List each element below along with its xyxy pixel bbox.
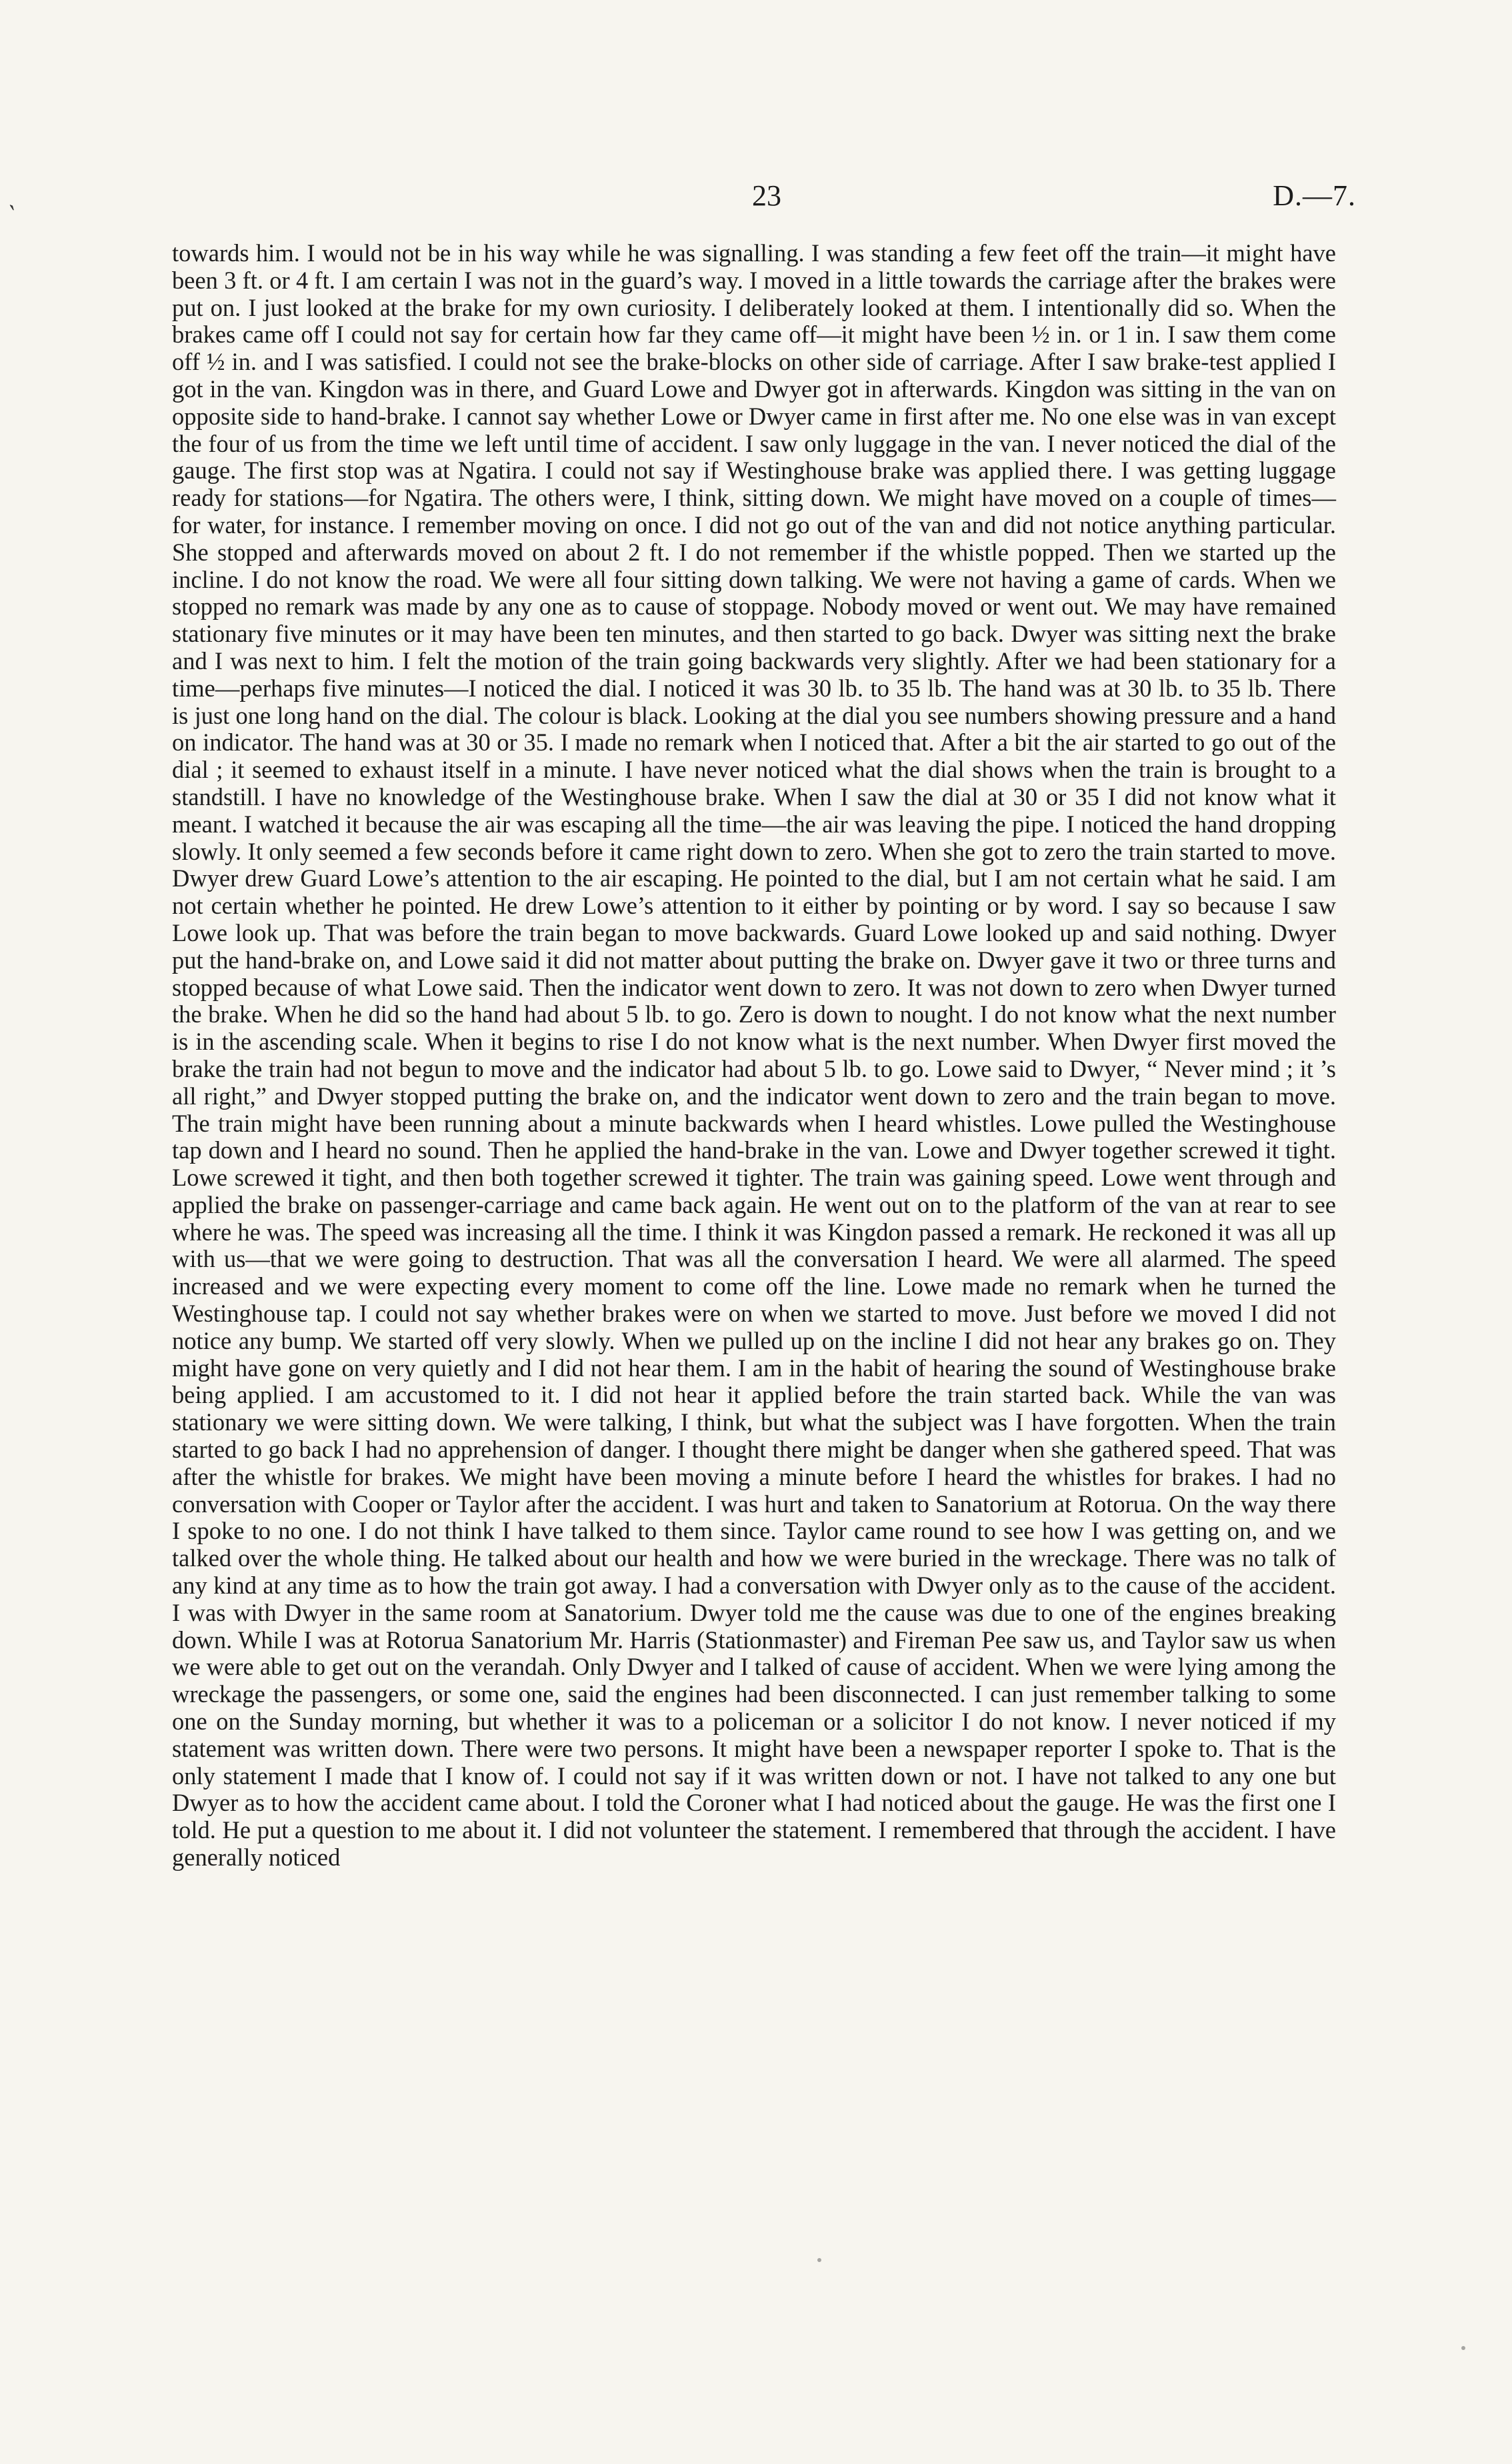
scan-speck [817,2258,821,2262]
body-paragraph: towards him. I would not be in his way while he was signalling. I was standing a few feet off the train—it might have been 3 ft. or 4 ft. I am certain I was not in the guard’s way. I moved in a little towards the carriage after the brakes were put on. I just looked at the brake for my own curiosity. I deliberately looked at them. I intentionally did so. When the brakes came off I could not say for certain how far they came off—it might have been ½ in. or 1 in. I saw them come off ½ in. and I was satisfied. I could not see the brake-blocks on other side of carriage. After I saw brake-test applied I got in the van. Kingdon was in there, and Guard Lowe and Dwyer got in afterwards. Kingdon was sitting in the van on opposite side to hand-brake. I cannot say whether Lowe or Dwyer came in first after me. No one else was in van except the four of us from the time we left until time of accident. I saw only luggage in the van. I never noticed the dial of the gauge. The first stop was at Ngatira. I could not say if Westinghouse brake was applied there. I was getting luggage ready for stations—for Ngatira. The others were, I think, sitting down. We might have moved on a couple of times—for water, for instance. I remember moving on once. I did not go out of the van and did not notice anything particular. She stopped and afterwards moved on about 2 ft. I do not remember if the whistle popped. Then we started up the incline. I do not know the road. We were all four sitting down talking. We were not having a game of cards. When we stopped no remark was made by any one as to cause of stoppage. Nobody moved or went out. We may have remained stationary five minutes or it may have been ten minutes, and then started to go back. Dwyer was sitting next the brake and I was next to him. I felt the motion of the train going backwards very slightly. After we had been stationary for a time—perhaps five minutes—I noticed the dial. I noticed it was 30 lb. to 35 lb. The hand was at 30 lb. to 35 lb. There is just one long hand on the dial. The colour is black. Looking at the dial you see numbers showing pressure and a hand on indicator. The hand was at 30 or 35. I made no remark when I noticed that. After a bit the air started to go out of the dial ; it seemed to exhaust itself in a minute. I have never noticed what the dial shows when the train is brought to a standstill. I have no knowledge of the Westinghouse brake. When I saw the dial at 30 or 35 I did not know what it meant. I watched it because the air was escaping all the time—the air was leaving the pipe. I noticed the hand dropping slowly. It only seemed a few seconds before it came right down to zero. When she got to zero the train started to move. Dwyer drew Guard Lowe’s attention to the air escaping. He pointed to the dial, but I am not certain what he said. I am not certain whether he pointed. He drew Lowe’s attention to it either by pointing or by word. I say so because I saw Lowe look up. That was before the train began to move backwards. Guard Lowe looked up and said nothing. Dwyer put the hand-brake on, and Lowe said it did not matter about putting the brake on. Dwyer gave it two or three turns and stopped because of what Lowe said. Then the indicator went down to zero. It was not down to zero when Dwyer turned the brake. When he did so the hand had about 5 lb. to go. Zero is down to nought. I do not know what the next number is in the ascending scale. When it begins to rise I do not know what is the next number. When Dwyer first moved the brake the train had not begun to move and the indicator had about 5 lb. to go. Lowe said to Dwyer, “ Never mind ; it ’s all right,” and Dwyer stopped putting the brake on, and the indicator went down to zero and the train began to move. The train might have been running about a minute backwards when I heard whistles. Lowe pulled the Westinghouse tap down and I heard no sound. Then he applied the hand-brake in the van. Lowe and Dwyer together screwed it tight. Lowe screwed it tight, and then both together screwed it tighter. The train was gaining speed. Lowe went through and applied the brake on passenger-carriage and came back again. He went out on to the platform of the van at rear to see where he was. The speed was increasing all the time. I think it was Kingdon passed a remark. He reckoned it was all up with us—that we were going to destruction. That was all the conversation I heard. We were all alarmed. The speed increased and we were expecting every moment to come off the line. Lowe made no remark when he turned the Westinghouse tap. I could not say whether brakes were on when we started to move. Just before we moved I did not notice any bump. We started off very slowly. When we pulled up on the incline I did not hear any brakes go on. They might have gone on very quietly and I did not hear them. I am in the habit of hearing the sound of Westinghouse brake being applied. I am accustomed to it. I did not hear it applied before the train started back. While the van was stationary we were sitting down. We were talking, I think, but what the subject was I have forgotten. When the train started to go back I had no apprehension of danger. I thought there might be danger when she gathered speed. That was after the whistle for brakes. We might have been moving a minute before I heard the whistles for brakes. I had no conversation with Cooper or Taylor after the accident. I was hurt and taken to Sanatorium at Rotorua. On the way there I spoke to no one. I do not think I have talked to them since. Taylor came round to see how I was getting on, and we talked over the whole thing. He talked about our health and how we were buried in the wreckage. There was no talk of any kind at any time as to how the train got away. I had a conversation with Dwyer only as to the cause of the accident. I was with Dwyer in the same room at Sanatorium. Dwyer told me the cause was due to one of the engines breaking down. While I was at Rotorua Sanatorium Mr. Harris (Stationmaster) and Fireman Pee saw us, and Taylor saw us when we were able to get out on the verandah. Only Dwyer and I talked of cause of accident. When we were lying among the wreckage the passengers, or some one, said the engines had been disconnected. I can just remember talking to some one on the Sunday morning, but whether it was to a policeman or a solicitor I do not know. I never noticed if my statement was written down. There were two persons. It might have been a newspaper reporter I spoke to. That is the only statement I made that I know of. I could not say if it was written down or not. I have not talked to any one but Dwyer as to how the accident came about. I told the Coroner what I had noticed about the gauge. He was the first one I told. He put a question to me about it. I did not volunteer the statement. I remembered that through the accident. I have generally noticed [172,239,1336,1871]
document-reference: D.—7. [1273,179,1356,212]
scan-speck [1461,2346,1465,2350]
corner-mark: ˎ [7,180,26,211]
page-number: 23 [752,179,781,212]
